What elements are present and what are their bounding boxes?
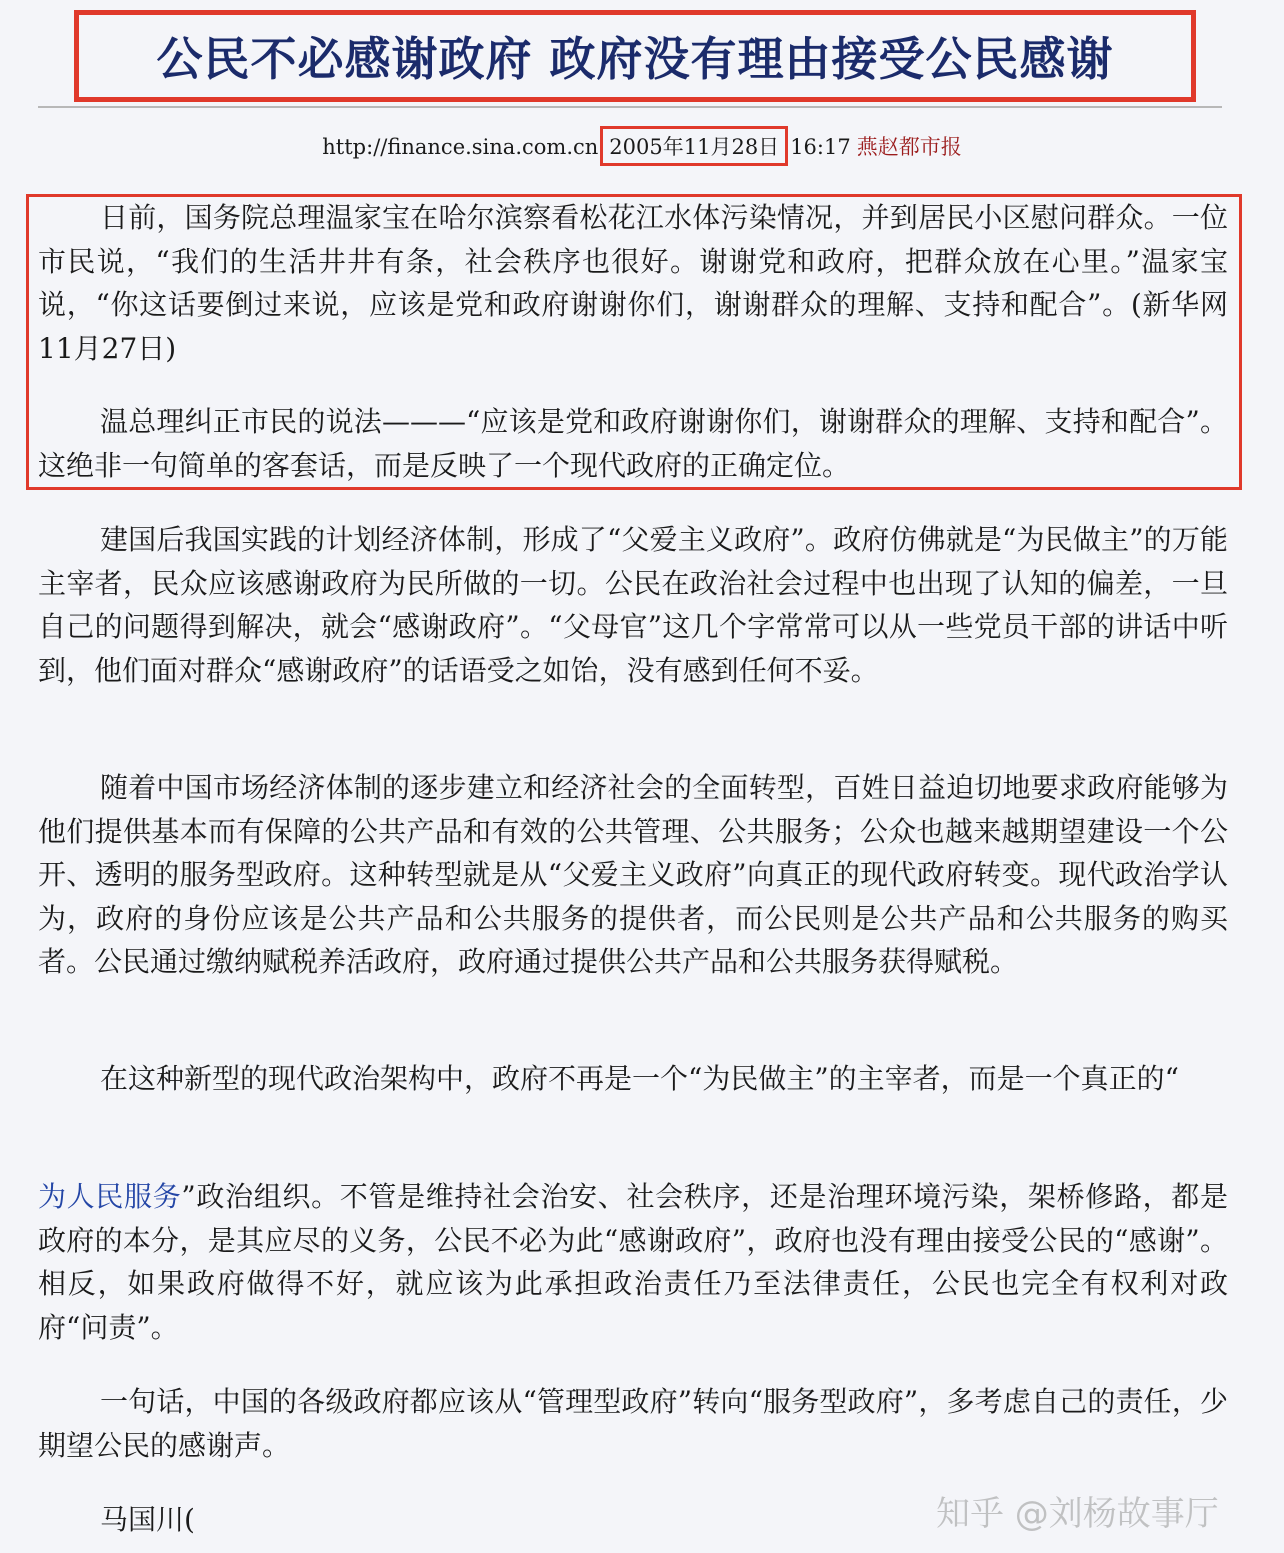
author-signature: 马国川( (100, 1503, 195, 1536)
paragraph-6-text: ”政治组织。不管是维持社会治安、社会秩序，还是治理环境污染，架桥修路，都是政府的本分，是其应尽的义务，公民不必为此“感谢政府”，政府也没有理由接受公民的“感谢”。相反，如果政府做得不好，就应该为此承担政治责任乃至法律责任，公民也完全有权利对政府“问责”。 (38, 1180, 1228, 1344)
source-url[interactable]: http://finance.sina.com.cn (322, 135, 599, 159)
article-meta (0, 126, 1284, 166)
watermark: 知乎 @刘杨故事厅 (936, 1494, 1219, 1534)
source-name[interactable]: 燕赵都市报 (856, 135, 962, 159)
serve-people-link[interactable]: 为人民服务 (38, 1180, 182, 1213)
headline: 公民不必感谢政府 政府没有理由接受公民感谢 (156, 32, 1114, 86)
paragraph-2: 温总理纠正市民的说法———“应该是党和政府谢谢你们，谢谢群众的理解、支持和配合”。这绝非一句简单的客套话，而是反映了一个现代政府的正确定位。 (38, 405, 1228, 482)
publish-time: 16:17 (790, 135, 851, 159)
paragraph-5: 在这种新型的现代政治架构中，政府不再是一个“为民做主”的主宰者，而是一个真正的“ (100, 1062, 1179, 1095)
publish-date: 2005年11月28日 (600, 126, 788, 166)
paragraph-4: 随着中国市场经济体制的逐步建立和经济社会的全面转型，百姓日益迫切地要求政府能够为他们提供基本而有保障的公共产品和有效的公共管理、公共服务；公众也越来越期望建设一个公开、透明的服务型政府。这种转型就是从“父爱主义政府”向真正的现代政府转变。现代政治学认为，政府的身份应该是公共产品和公共服务的提供者，而公民则是公共产品和公共服务的购买者。公民通过缴纳赋税养活政府，政府通过提供公共产品和公共服务获得赋税。 (38, 771, 1228, 978)
paragraph-1: 日前，国务院总理温家宝在哈尔滨察看松花江水体污染情况，并到居民小区慰问群众。一位市民说，“我们的生活井井有条，社会秩序也很好。谢谢党和政府，把群众放在心里。”温家宝说，“你这话要倒过来说，应该是党和政府谢谢你们，谢谢群众的理解、支持和配合”。(新华网11月27日) (38, 201, 1228, 365)
paragraph-6 (38, 1175, 1228, 1349)
paragraph-7: 一句话，中国的各级政府都应该从“管理型政府”转向“服务型政府”，多考虑自己的责任，少期望公民的感谢声。 (38, 1385, 1228, 1462)
paragraph-3: 建国后我国实践的计划经济体制，形成了“父爱主义政府”。政府仿佛就是“为民做主”的万能主宰者，民众应该感谢政府为民所做的一切。公民在政治社会过程中也出现了认知的偏差，一旦自己的问题得到解决，就会“感谢政府”。“父母官”这几个字常常可以从一些党员干部的讲话中听到，他们面对群众“感谢政府”的话语受之如饴，没有感到任何不妥。 (38, 523, 1228, 687)
headline-frame (74, 10, 1196, 102)
header-divider (38, 106, 1222, 108)
